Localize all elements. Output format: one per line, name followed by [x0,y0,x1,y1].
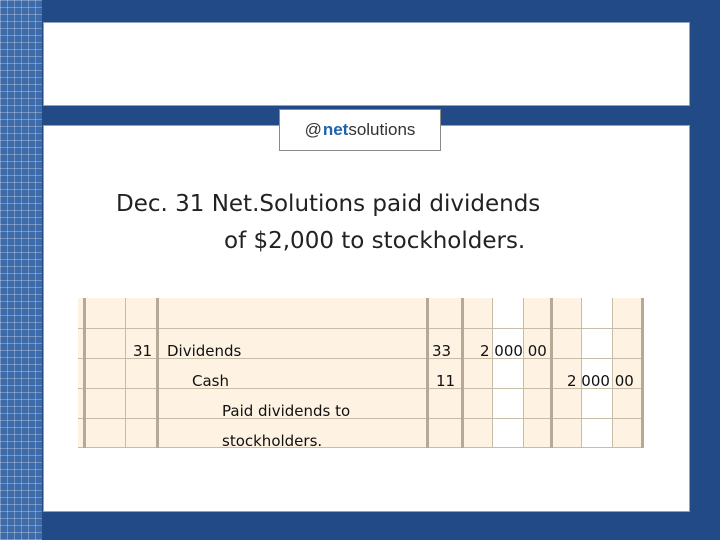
row-divider [78,418,644,419]
logo-solutions-text: solutions [348,120,416,139]
journal-table [78,298,644,448]
entry-account: Cash [192,372,229,390]
row-divider [78,447,644,448]
row-divider [78,388,644,389]
decorative-grid-stripe [0,0,42,540]
caption-line-1: Dec. 31 Net.Solutions paid dividends [116,191,541,217]
column-divider [426,298,429,448]
column-divider [461,298,464,448]
row-divider [78,358,644,359]
header-panel [43,22,690,106]
entry-explanation: stockholders. [222,432,323,450]
column-divider [550,298,553,448]
entry-date: 31 [133,342,153,360]
entry-debit-amount: 2 000 00 [480,342,547,360]
debit-column-shade [492,298,523,448]
entry-post-ref: 11 [436,372,456,390]
entry-post-ref: 33 [432,342,452,360]
entry-credit-amount: 2 000 00 [567,372,634,390]
column-divider [156,298,159,448]
column-divider [641,298,644,448]
column-divider [125,298,126,448]
column-divider [523,298,524,448]
caption-line-2: of $2,000 to stockholders. [224,228,526,254]
entry-account: Dividends [167,342,242,360]
transaction-caption [116,186,540,260]
column-divider [492,298,493,448]
entry-explanation: Paid dividends to [222,402,351,420]
logo-net-text: net [322,120,349,139]
logo-at-symbol: @ [304,120,322,139]
column-divider [83,298,86,448]
netsolutions-logo [279,109,441,151]
row-divider [78,328,644,329]
